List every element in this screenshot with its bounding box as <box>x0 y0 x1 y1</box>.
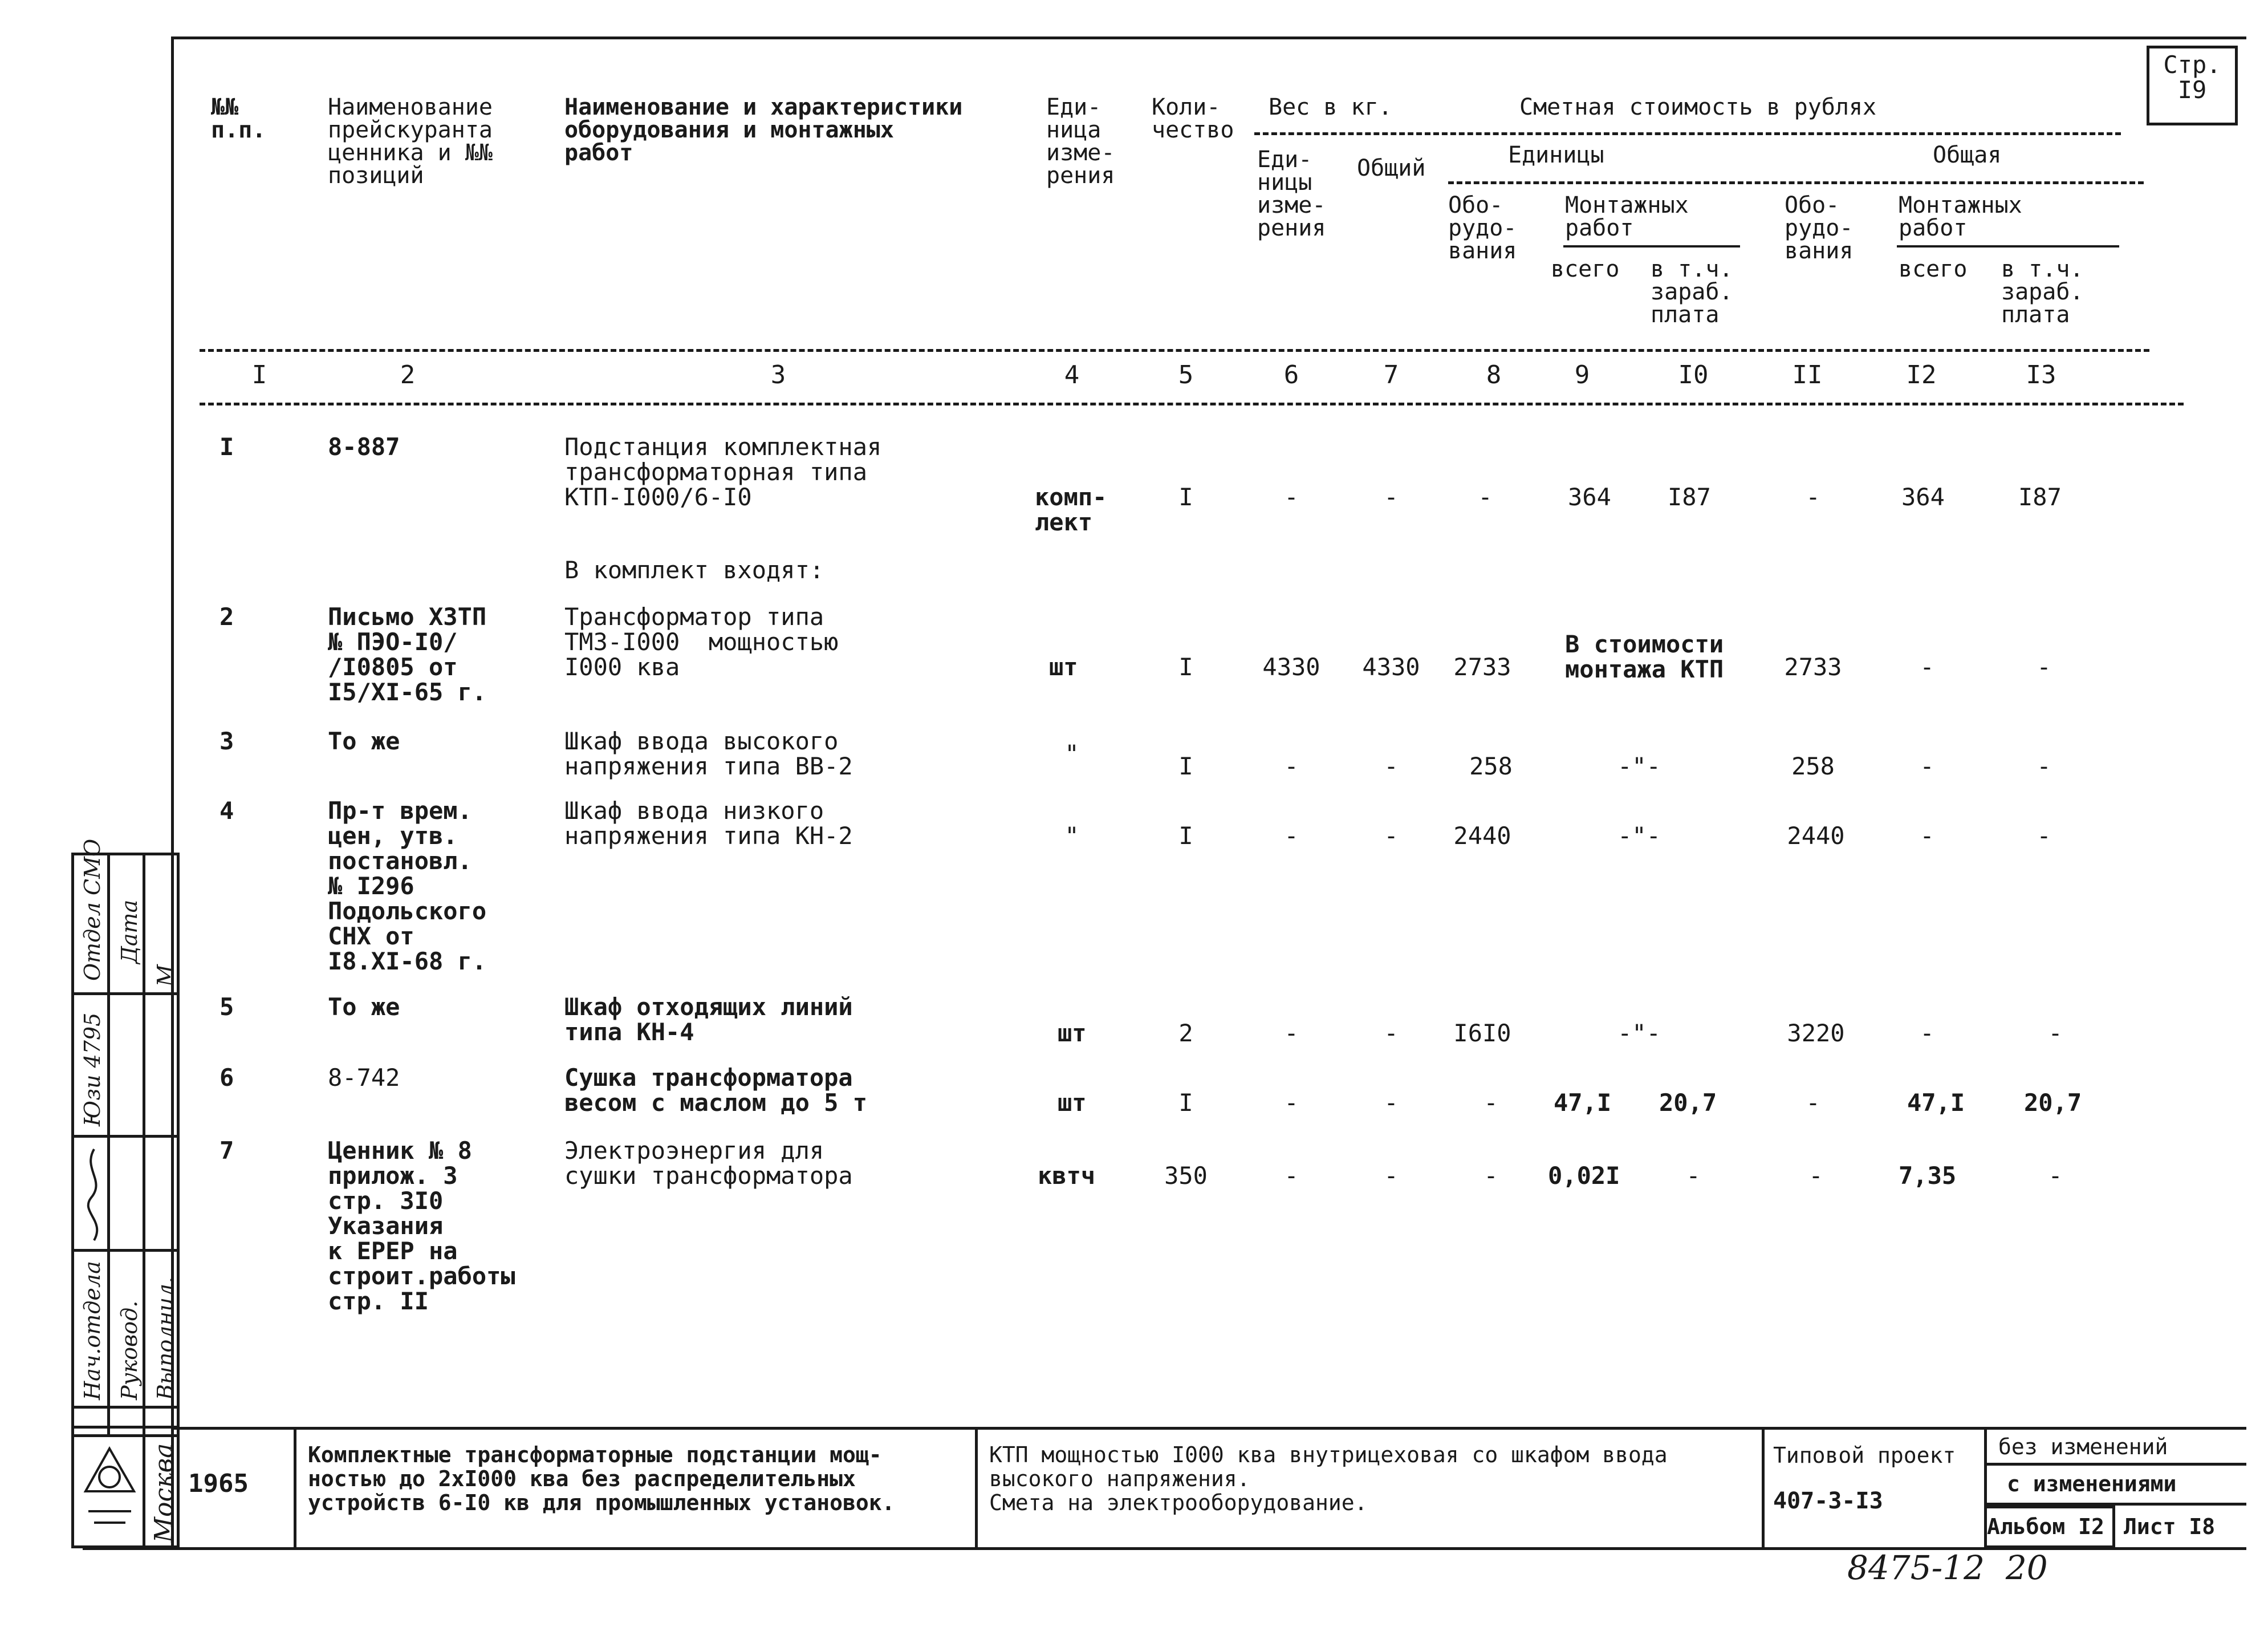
colnum-dash-bottom <box>200 403 2184 405</box>
colnum-dash-top <box>200 349 2149 352</box>
row2-mount-total: - <box>1920 653 1934 681</box>
side-stamp-row-4 <box>71 1406 180 1409</box>
row1-equip-unit: - <box>1478 483 1493 511</box>
page-number-value: I9 <box>2177 76 2207 104</box>
row4-mount-note: -"- <box>1617 822 1661 850</box>
header-cost: Сметная стоимость в рублях <box>1519 94 1877 120</box>
status-with-changes: с изменениями <box>2007 1471 2177 1496</box>
row7-equip-unit: - <box>1483 1162 1498 1190</box>
header-col-4: Еди- ница изме- рения <box>1046 94 1115 189</box>
row5-wage-total: - <box>2048 1019 2063 1047</box>
row3-equip-total: 258 <box>1791 752 1835 780</box>
header-mount-unit-line <box>1563 245 1740 248</box>
row1-qty: I <box>1178 483 1193 511</box>
row7-weight-total: - <box>1384 1162 1399 1190</box>
side-stamp-lead: Руковод. <box>117 1300 142 1400</box>
row6-equip-unit: - <box>1483 1089 1498 1117</box>
row3-weight-total: - <box>1384 752 1399 780</box>
row6-qty: I <box>1178 1089 1193 1117</box>
status-no-changes: без изменений <box>1998 1434 2168 1459</box>
colnum-9: 9 <box>1574 360 1590 390</box>
row3-wage-total: - <box>2037 752 2051 780</box>
row7-equip-total: - <box>1808 1162 1823 1190</box>
header-col-5: Коли- чество <box>1152 94 1234 143</box>
row3-unit: " <box>1064 740 1079 768</box>
row7-mount-total: 7,35 <box>1899 1162 1957 1190</box>
row4-name: Шкаф ввода низкого напряжения типа КН-2 <box>564 797 853 850</box>
row5-weight-total: - <box>1384 1019 1399 1047</box>
colnum-2: 2 <box>400 360 416 390</box>
side-stamp-signature <box>80 1146 108 1243</box>
colnum-11: II <box>1792 360 1823 390</box>
side-stamp-divider-2 <box>143 853 145 1437</box>
row2-weight-unit: 4330 <box>1262 653 1320 681</box>
colnum-8: 8 <box>1486 360 1502 390</box>
row4-weight-total: - <box>1384 822 1399 850</box>
header-col-3: Наименование и характеристики оборудования и монтажных работ <box>564 94 963 166</box>
colnum-4: 4 <box>1064 360 1080 390</box>
colnum-6: 6 <box>1283 360 1299 390</box>
organization-logo <box>80 1437 140 1540</box>
row7-unit: квтч <box>1038 1162 1096 1190</box>
header-equip-total: Обо- рудо- вания <box>1785 192 1854 264</box>
header-weight-unit: Еди- ницы изме- рения <box>1257 147 1326 241</box>
side-stamp-mark: М <box>153 964 178 987</box>
side-stamp-engineer: Юзи 4795 <box>80 1012 105 1126</box>
row3-qty: I <box>1178 752 1193 780</box>
row2-number: 2 <box>220 603 234 631</box>
colnum-5: 5 <box>1178 360 1194 390</box>
row3-equip-unit: 258 <box>1469 752 1513 780</box>
header-mount-total-line <box>1897 245 2119 248</box>
colnum-10: I0 <box>1678 360 1709 390</box>
row1-mount-total: 364 <box>1901 483 1945 511</box>
row1-wage-unit: I87 <box>1668 483 1711 511</box>
row6-reference: 8-742 <box>328 1064 400 1092</box>
header-mount-total: Монтажных работ <box>1899 192 2022 241</box>
side-stamp-row-2 <box>71 1135 180 1138</box>
project-number: 407-3-I3 <box>1773 1488 1883 1514</box>
row1-number: I <box>220 433 234 461</box>
title-year: 1965 <box>188 1469 249 1498</box>
row5-name: Шкаф отходящих линий типа КН-4 <box>564 993 853 1046</box>
handwritten-note: 8475-12 20 <box>1847 1548 2048 1587</box>
row2-name: Трансформатор типа ТМЗ-I000 мощностью I000 ква <box>564 603 839 681</box>
row5-mount-total: - <box>1920 1019 1934 1047</box>
row3-name: Шкаф ввода высокого напряжения типа ВВ-2 <box>564 727 853 780</box>
side-stamp-row-1 <box>71 992 180 995</box>
row7-weight-unit: - <box>1284 1162 1299 1190</box>
row6-equip-total: - <box>1806 1089 1820 1117</box>
row4-mount-total: - <box>1920 822 1934 850</box>
sheet-number: Лист I8 <box>2124 1514 2216 1539</box>
row3-mount-note: -"- <box>1617 752 1661 780</box>
row3-weight-unit: - <box>1284 752 1299 780</box>
frame-top-line <box>171 36 2246 39</box>
row5-equip-unit: I6I0 <box>1453 1019 1511 1047</box>
title-block-divider-desc <box>975 1427 978 1547</box>
row2-equip-unit: 2733 <box>1453 653 1511 681</box>
row4-weight-unit: - <box>1284 822 1299 850</box>
header-incl-total: в т.ч. зараб. плата <box>2001 256 2084 328</box>
row4-equip-total: 2440 <box>1787 822 1845 850</box>
row7-qty: 350 <box>1164 1162 1208 1190</box>
header-all-total: всего <box>1899 256 1968 282</box>
row6-mount-unit: 47,I <box>1554 1089 1612 1117</box>
row7-name: Электроэнергия для сушки трансформатора <box>564 1137 853 1190</box>
row7-reference: Ценник № 8 прилож. 3 стр. 3I0 Указания к ЕРЕР на строит.работы стр. II <box>328 1137 515 1315</box>
side-stamp-exec: Выполнил. <box>153 1276 178 1400</box>
side-stamp-divider-1 <box>107 853 110 1437</box>
header-incl-unit: в т.ч. зараб. плата <box>1651 256 1733 328</box>
row5-number: 5 <box>220 993 234 1021</box>
colnum-1: I <box>251 360 267 390</box>
header-dash-cost <box>1254 132 2121 135</box>
colnum-7: 7 <box>1383 360 1399 390</box>
album-number: Альбом I2 <box>1987 1514 2104 1539</box>
city-name: Москва <box>149 1443 178 1543</box>
page-number-label: Стр. <box>2163 51 2221 79</box>
header-weight-total: Общий <box>1357 155 1426 181</box>
row4-number: 4 <box>220 797 234 825</box>
row3-number: 3 <box>220 727 234 755</box>
row1-unit: комп- лект <box>1035 483 1107 536</box>
colnum-3: 3 <box>770 360 786 390</box>
row3-reference: То же <box>328 727 400 755</box>
row2-mount-note: В стоимости монтажа КТП <box>1565 630 1724 683</box>
row5-unit: шт <box>1058 1019 1087 1047</box>
project-subtitle: КТП мощностью I000 ква внутрицеховая со шкафом ввода высокого напряжения. Смета на электрооборудование. <box>989 1442 1668 1515</box>
header-col-1: №№ п.п. <box>211 94 266 143</box>
header-cost-unit: Единицы <box>1508 142 1604 168</box>
row7-wage-total: - <box>2048 1162 2063 1190</box>
header-equip-unit: Обо- рудо- вания <box>1448 192 1517 264</box>
side-stamp-date: Дата <box>117 899 142 964</box>
row4-qty: I <box>1178 822 1193 850</box>
row2-reference: Письмо ХЗТП № ПЭО-I0/ /I0805 от I5/XI-65 г. <box>328 603 487 706</box>
row5-weight-unit: - <box>1284 1019 1299 1047</box>
row4-equip-unit: 2440 <box>1453 822 1511 850</box>
row1-equip-total: - <box>1806 483 1820 511</box>
row2-equip-total: 2733 <box>1784 653 1842 681</box>
row1-mount-unit: 364 <box>1568 483 1611 511</box>
row1-wage-total: I87 <box>2018 483 2062 511</box>
row6-number: 6 <box>220 1064 234 1092</box>
row5-equip-total: 3220 <box>1787 1019 1845 1047</box>
row4-wage-total: - <box>2037 822 2051 850</box>
title-block-divider-project <box>1762 1427 1765 1547</box>
header-all-unit: всего <box>1551 256 1620 282</box>
row6-wage-unit: 20,7 <box>1659 1089 1717 1117</box>
row1-weight-total: - <box>1384 483 1399 511</box>
row1-reference: 8-887 <box>328 433 400 461</box>
row4-reference: Пр-т врем. цен, утв. постановл. № I296 Подольского СНХ от I8.XI-68 г. <box>328 797 487 975</box>
header-weight: Вес в кг. <box>1269 94 1392 120</box>
side-stamp-row-3 <box>71 1249 180 1252</box>
project-label: Типовой проект <box>1773 1443 1956 1468</box>
row6-weight-unit: - <box>1284 1089 1299 1117</box>
row7-mount-unit: 0,02I <box>1548 1162 1620 1190</box>
row4-unit: " <box>1064 822 1079 850</box>
side-stamp-chief: Нач.отдела <box>80 1261 105 1400</box>
colnum-12: I2 <box>1906 360 1937 390</box>
row6-unit: шт <box>1058 1089 1087 1117</box>
row6-name: Сушка трансформатора весом с маслом до 5 т <box>564 1064 868 1117</box>
row6-weight-total: - <box>1384 1089 1399 1117</box>
status-divider-1 <box>1984 1463 2246 1466</box>
row5-qty: 2 <box>1178 1019 1193 1047</box>
row6-wage-total: 20,7 <box>2024 1089 2082 1117</box>
title-description: Комплектные трансформаторные подстанции мощ- ностью до 2хI000 ква без распределительных устройств 6-I0 кв для промышленных установок. <box>308 1442 895 1515</box>
row6-mount-total: 47,I <box>1907 1089 1965 1117</box>
header-cost-total: Общая <box>1933 142 2002 168</box>
row2-weight-total: 4330 <box>1362 653 1420 681</box>
header-mount-unit: Монтажных работ <box>1565 192 1689 241</box>
row2-wage-total: - <box>2037 653 2051 681</box>
row1-name: Подстанция комплектная трансформаторная типа КТП-I000/6-I0 <box>564 433 882 511</box>
row5-mount-note: -"- <box>1617 1019 1661 1047</box>
row5-reference: То же <box>328 993 400 1021</box>
title-block-top <box>171 1427 2246 1430</box>
row2-unit: шт <box>1049 653 1078 681</box>
header-dash-sub <box>1448 181 2144 184</box>
row-komplekt-heading: В комплект входят: <box>564 556 824 584</box>
side-stamp-dept: Отдел СМО <box>80 838 105 981</box>
title-block-logo-divider <box>143 1426 145 1548</box>
row2-qty: I <box>1178 653 1193 681</box>
header-col-2: Наименование прейскуранта ценника и №№ позиций <box>328 94 493 189</box>
title-block-divider-year <box>294 1427 296 1547</box>
row7-number: 7 <box>220 1137 234 1165</box>
colnum-13: I3 <box>2026 360 2056 390</box>
row1-weight-unit: - <box>1284 483 1299 511</box>
row3-mount-total: - <box>1920 752 1934 780</box>
row7-wage-unit: - <box>1686 1162 1701 1190</box>
